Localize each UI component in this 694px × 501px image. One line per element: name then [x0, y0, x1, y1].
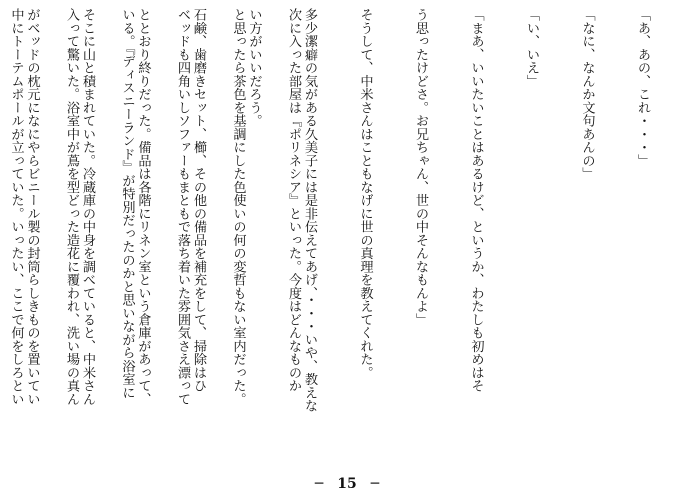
- page-number: ─ 15 ─: [314, 476, 380, 492]
- text-line: いる。『ディスニーランド』が特別だったのかと思いながら浴室に: [119, 8, 135, 399]
- lower-text-block: [4, 8, 339, 463]
- text-line: そこに山と積まれていた。冷蔵庫の中身を調べていると、中米さん: [80, 8, 95, 406]
- text-line: 次に入った部屋は『ポリネシア』といった。今度はどんなものか: [286, 8, 301, 393]
- text-line: 多少潔癖の気がある久美子には是非伝えてあげ、・・・いや、教えな: [302, 8, 317, 413]
- text-line: と思ったら茶色を基調にした色使いの何の変哲もない室内だった。: [230, 8, 246, 406]
- text-line: 「なに、なんか文句あんの」: [579, 8, 595, 181]
- text-line: ととおり終りだった。備品は各階にリネン室という倉庫があって、: [135, 8, 151, 406]
- text-line: そうして、中米さんはこともなげに世の真理を教えてくれた。: [357, 8, 373, 379]
- text-line: 「い、いえ」: [524, 8, 539, 88]
- text-line: がベッドの枕元になにやらビニール製の封筒らしきものを置いてい: [24, 8, 40, 406]
- text-line: 中にトーテムポールが立っていた。いったい、ここで何をしろとい: [8, 8, 24, 406]
- text-line: 入って驚いた。浴室中が蔦を型どった造花に覆われ、洗い場の真ん: [64, 8, 79, 406]
- text-line: 「あ、あの、これ・・・」: [635, 8, 650, 167]
- text-line: う思ったけどさ。お兄ちゃん、世の中そんなもんよ」: [413, 8, 428, 326]
- text-line: 石鹸、歯磨きセット、櫛、その他の備品を補充をして、掃除はひ: [191, 8, 206, 393]
- text-line: い方がいいだろう。: [246, 8, 262, 128]
- text-line: 「まあ、いいたいことはあるけど、というか、わたしも初めはそ: [468, 8, 484, 393]
- text-line: ベッドも四角いしソファーもまともで落ち着いた雰囲気さえ漂って: [175, 8, 190, 406]
